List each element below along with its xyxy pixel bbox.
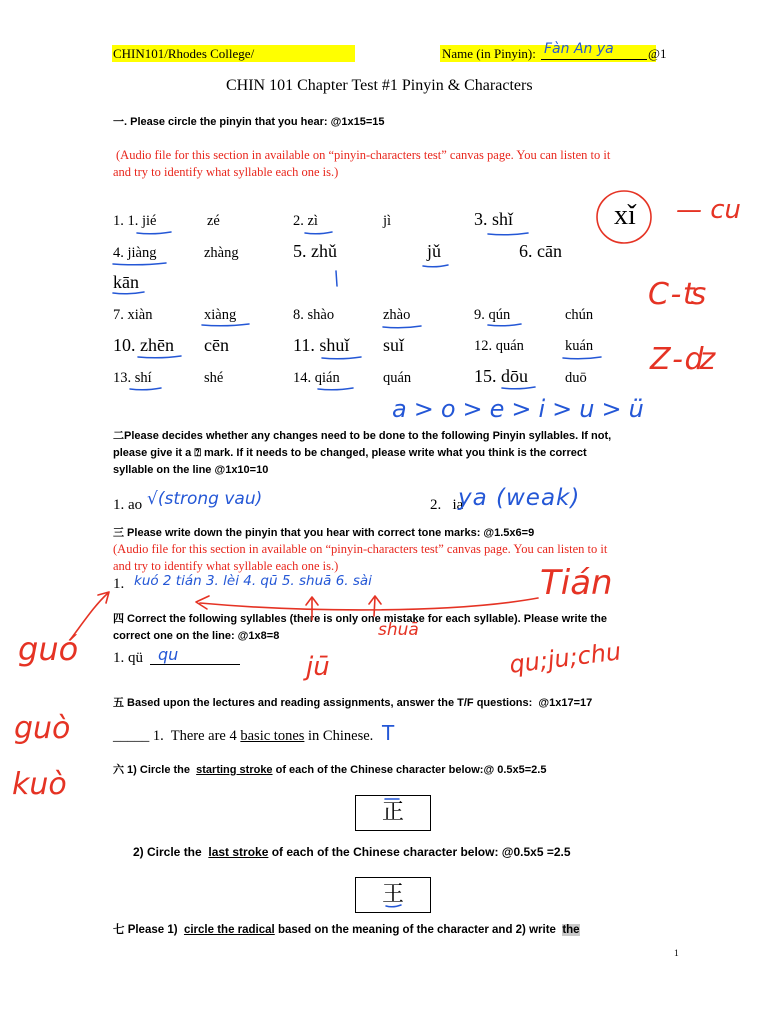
section5-heading: 五 Based upon the lectures and reading assignments, answer the T/F questions: @1x17=17 — [113, 697, 593, 709]
pinyin-item: 12. quán — [474, 338, 524, 354]
underline-qun — [488, 324, 521, 326]
section2-item2-answer: ya (weak) — [458, 485, 581, 511]
arrowhead-guo — [98, 592, 109, 603]
section2-item1-answer: √(strong vau) — [147, 489, 263, 509]
underline-jiang — [113, 263, 166, 265]
section6-heading-text: 六 1) Circle the — [113, 764, 197, 776]
underline-shui — [322, 357, 361, 359]
pinyin-item: 7. xiàn — [113, 307, 153, 323]
question-text: _____ 1. There are 4 — [113, 728, 241, 744]
section6-heading-text-end: of each of the Chinese character below:@ 0.5x5=2.5 — [272, 764, 547, 776]
character-box-2: 王 — [355, 877, 431, 913]
pinyin-item: jì — [383, 213, 392, 229]
section6-sub-text: 2) Circle the — [133, 845, 209, 859]
section1-audio-note-line2: and try to identify what syllable each one is.) — [113, 165, 339, 179]
section7-highlighted: the — [562, 924, 580, 936]
pinyin-item: duō — [565, 370, 587, 386]
pinyin-item: suǐ — [383, 335, 405, 355]
correction-tian: Tián — [540, 563, 613, 603]
underline-shi-13 — [130, 388, 161, 390]
margin-note-guo: guò — [14, 711, 71, 746]
section2-item2-label: 2. ia — [430, 497, 464, 513]
pinyin-item: xiàng — [204, 307, 237, 323]
margin-note-kuo: kuò — [12, 767, 67, 802]
pinyin-item: 8. shào — [293, 307, 335, 323]
section6-subheading — [133, 844, 571, 861]
name-handwriting: Fàn An ya — [544, 41, 614, 57]
underline-kuan — [563, 357, 601, 359]
pinyin-item: zhàng — [204, 245, 239, 261]
character-box-1: 正 — [355, 795, 431, 831]
pinyin-item: 3. shǐ — [474, 209, 514, 229]
pinyin-item: 9. qún — [474, 307, 511, 323]
arrow-tian — [200, 598, 538, 610]
pinyin-item: 6. cān — [519, 241, 562, 261]
section3-audio-note-line2: and try to identify what syllable each one is.) — [113, 559, 339, 573]
underline-zhao — [383, 326, 421, 328]
z-note: Z - dz — [650, 342, 712, 377]
pinyin-item: shé — [204, 370, 224, 386]
section2-heading-line1: 二Please decides whether any changes need to be done to the following Pinyin syllables. If not, — [113, 430, 612, 442]
section7-underlined: circle the radical — [183, 924, 275, 936]
pinyin-item: 5. zhǔ — [293, 241, 337, 261]
section5-answer: T — [382, 721, 395, 745]
pinyin-item: jǔ — [427, 241, 442, 261]
section7-heading — [113, 922, 580, 939]
pinyin-item-circled: xǐ — [614, 200, 636, 231]
section6-sub-text-end: of each of the Chinese character below: @0.5x5 =2.5 — [268, 845, 571, 859]
section1-audio-note-line1: (Audio file for this section in available on “pinyin-characters test” canvas page. You can listen to it — [116, 148, 611, 162]
underline-xiang — [202, 324, 249, 326]
vowel-order-note: a>o>e>i>u>ü — [392, 395, 651, 423]
section6-heading — [113, 762, 546, 779]
pinyin-item: quán — [383, 370, 412, 386]
underline-zhen — [138, 356, 181, 358]
section6-sub-underlined: last stroke — [208, 845, 269, 859]
underline-ju — [423, 265, 448, 267]
section4-heading-line1: 四 Correct the following syllables (there is only one mistake for each syllable). Please write the — [113, 613, 607, 625]
pinyin-item: 4. jiàng — [113, 245, 157, 261]
arrowhead-tian — [196, 596, 209, 609]
name-label: Name (in Pinyin): — [442, 46, 536, 61]
section5-question — [113, 727, 373, 745]
section4-heading-line2: correct one on the line: @1x8=8 — [113, 630, 280, 642]
page-number: 1 — [674, 949, 679, 959]
section7-text: 七 Please 1) — [113, 924, 184, 936]
pinyin-item: 13. shí — [113, 370, 152, 386]
correction-shua: shuā — [378, 620, 419, 640]
x-note: — cu — [676, 195, 742, 225]
section3-answer: kuó 2 tián 3. lèi 4. qū 5. shuā 6. sài — [134, 573, 372, 589]
pinyin-item: 15. dōu — [474, 366, 528, 386]
mark-zhu — [336, 271, 337, 286]
section3-audio-note-line1: (Audio file for this section in available on “pinyin-characters test” canvas page. You can listen to it — [113, 542, 608, 556]
correction-options: qu;ju;chu — [507, 637, 623, 679]
correction-ju: jū — [306, 652, 330, 682]
pinyin-item: kān — [113, 272, 139, 292]
pinyin-item: zé — [207, 213, 220, 229]
c-note: C - ts — [648, 277, 703, 312]
question-underlined: basic tones — [240, 728, 305, 744]
name-points: @1 — [648, 46, 667, 61]
arrowhead-qu — [306, 597, 318, 605]
course-label: CHIN101/Rhodes College/ — [113, 46, 255, 61]
pinyin-item: kuán — [565, 338, 594, 354]
underline-jie — [137, 232, 171, 234]
section4-answer: qu — [158, 645, 179, 664]
underline-dou — [502, 387, 535, 389]
section2-heading-line2: please give it a ⍰ mark. If it needs to be changed, please write what you think is the correct — [113, 447, 587, 459]
pinyin-item: 11. shuǐ — [293, 335, 350, 355]
pinyin-item: 10. zhēn — [113, 335, 174, 355]
section3-heading: 三 Please write down the pinyin that you hear with correct tone marks: @1.5x6=9 — [113, 527, 535, 539]
section1-heading: 一. Please circle the pinyin that you hear: @1x15=15 — [113, 116, 385, 128]
section4-item-label: 1. qü — [113, 650, 143, 666]
question-text-end: in Chinese. — [304, 728, 374, 744]
underline-zi — [305, 232, 332, 234]
pinyin-item: 14. qián — [293, 370, 340, 386]
section7-text-middle: based on the meaning of the character and 2) write — [274, 924, 563, 936]
arrowhead-shua — [369, 596, 381, 604]
section2-heading-line3: syllable on the line @1x10=10 — [113, 464, 269, 476]
pinyin-item: chún — [565, 307, 594, 323]
underline-qian — [318, 388, 353, 390]
pinyin-item: 1. 1. jié — [113, 213, 157, 229]
page-title: CHIN 101 Chapter Test #1 Pinyin & Characters — [226, 77, 533, 94]
pinyin-item: zhào — [383, 307, 411, 323]
pinyin-item: 2. zì — [293, 213, 318, 229]
correction-guo: guó — [18, 630, 79, 668]
underline-shi — [488, 233, 528, 235]
section6-heading-underlined: starting stroke — [196, 764, 273, 776]
section2-item1-label: 1. ao — [113, 497, 143, 513]
section3-line-label: 1. — [113, 576, 125, 592]
pinyin-item: cēn — [204, 335, 229, 355]
